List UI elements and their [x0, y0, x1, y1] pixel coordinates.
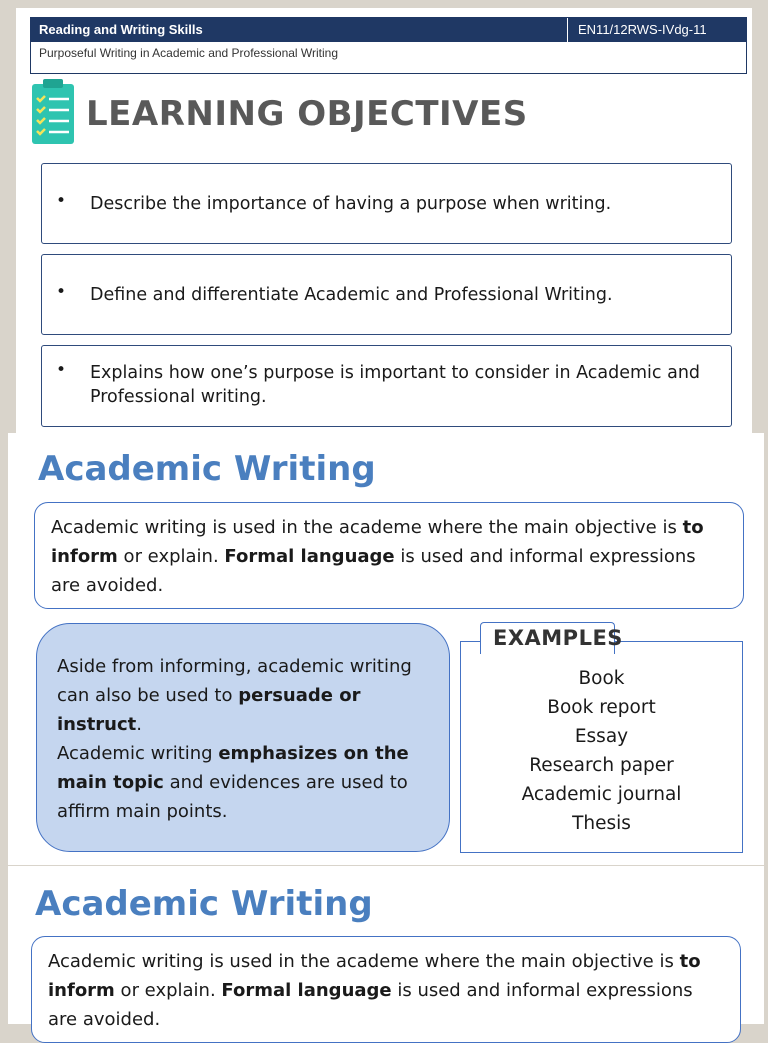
info-paragraph-1: Aside from informing, academic writing can also be used to persuade or instruct. [57, 656, 412, 735]
lesson-header [30, 17, 747, 74]
objective-text-1: Describe the importance of having a purpose when writing. [90, 194, 612, 214]
bullet: • [56, 360, 67, 380]
info-box [36, 623, 450, 852]
checklist-icon [28, 78, 78, 146]
definition-box [34, 502, 744, 609]
objective-text-3: Explains how one’s purpose is important to consider in Academic and Professional writing. [90, 363, 701, 407]
definition-text: Academic writing is used in the academe where the main objective is to inform or explain. Formal language is used and informal expressions are avoided. [51, 517, 704, 596]
examples-label: EXAMPLES [493, 626, 623, 650]
competency-code: EN11/12RWS-IVdg-11 [567, 18, 747, 42]
bullet: • [56, 191, 67, 211]
list-item: Book report [547, 697, 656, 718]
list-item: Essay [574, 726, 629, 747]
examples-box [460, 641, 743, 853]
info-paragraph-2: Academic writing emphasizes on the main topic and evidences are used to affirm main points. [57, 743, 409, 822]
slide-title: Academic Writing [38, 449, 376, 489]
header-bar [31, 18, 746, 42]
objective-box-1 [41, 163, 732, 244]
list-item: Book [578, 668, 625, 689]
subject-title: Reading and Writing Skills [39, 22, 203, 37]
slide-academic-writing [8, 433, 764, 865]
list-item: Thesis [572, 813, 631, 834]
slide-academic-writing-repeat [8, 866, 764, 1030]
list-item: Academic journal [521, 784, 682, 805]
slide-title: Academic Writing [35, 884, 373, 924]
objective-box-2 [41, 254, 732, 335]
definition-text: Academic writing is used in the academe where the main objective is to inform or explain. Formal language is used and informal expressions are avoided. [48, 951, 701, 1030]
definition-box [31, 936, 741, 1043]
lesson-subtitle: Purposeful Writing in Academic and Professional Writing [39, 46, 339, 60]
objectives-title: LEARNING OBJECTIVES [86, 94, 528, 134]
list-item: Research paper [529, 755, 674, 776]
bullet: • [56, 282, 67, 302]
objective-text-2: Define and differentiate Academic and Professional Writing. [90, 285, 613, 305]
objective-box-3 [41, 345, 732, 427]
examples-tab [480, 622, 623, 654]
slide-learning-objectives [16, 8, 752, 433]
examples-list [461, 664, 742, 838]
